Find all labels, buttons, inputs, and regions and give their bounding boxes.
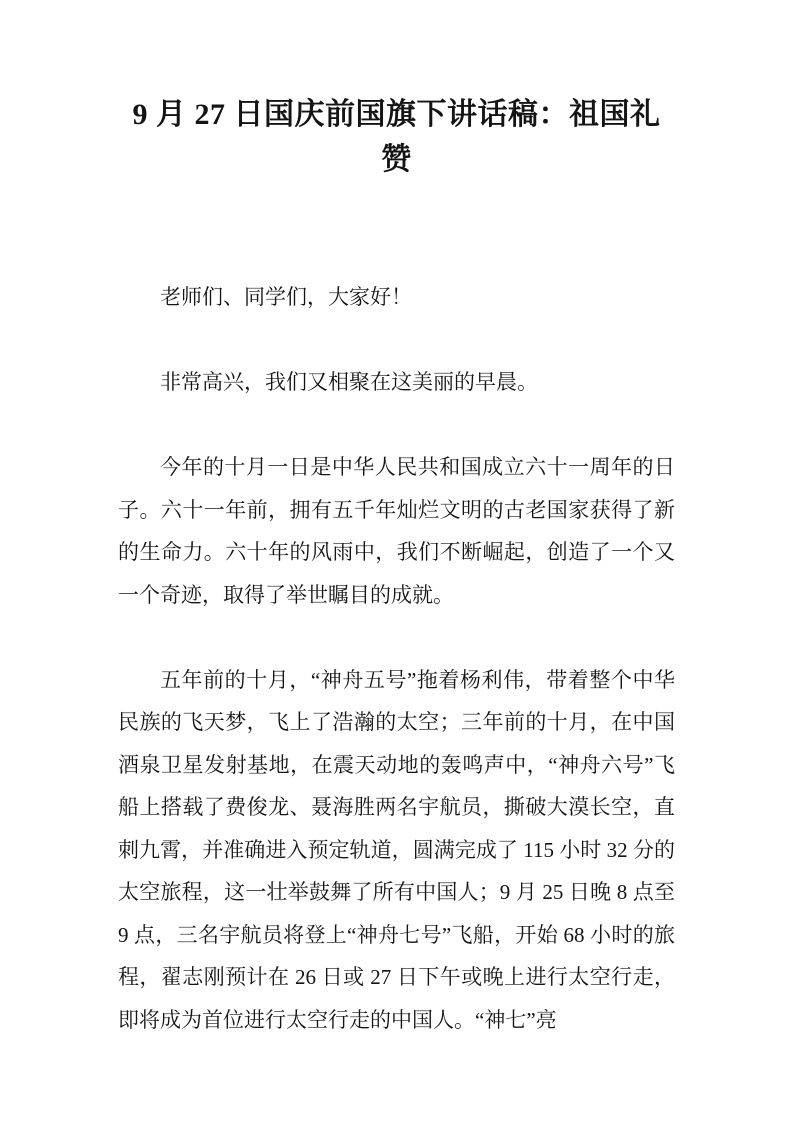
- paragraph-anniversary: 今年的十月一日是中华人民共和国成立六十一周年的日子。六十一年前，拥有五千年灿烂文明的古老国家获得了新的生命力。六十年的风雨中，我们不断崛起，创造了一个又一个奇迹，取得了举世瞩目的成就。: [118, 455, 675, 607]
- document-title: 9 月 27 日国庆前国旗下讲话稿：祖国礼赞: [132, 98, 661, 176]
- paragraph-greeting: 老师们、同学们，大家好！: [160, 285, 412, 309]
- paragraph-spaceflight: 五年前的十月，“神舟五号”拖着杨利伟，带着整个中华民族的飞天梦，飞上了浩瀚的太空；三年前的十月，在中国酒泉卫星发射基地，在震天动地的轰鸣声中，“神舟六号”飞船上搭载了费俊龙、聂海胜两名宇航员，撕破大漠长空，直刺九霄，并准确进入预定轨道，圆满完成了 115 小时 32 分的太空旅程，这一壮举鼓舞了所有中国人；9 月 25 日晚 8 点至 9 点，三名宇航员将登上“神舟七号”飞船，开始 68 小时的旅程，翟志刚预计在 26 日或 27 日下午或晚上进行太空行走，即将成为首位进行太空行走的中国人。“神七”亮: [118, 667, 675, 1032]
- paragraph-opening: 非常高兴，我们又相聚在这美丽的早晨。: [160, 370, 538, 394]
